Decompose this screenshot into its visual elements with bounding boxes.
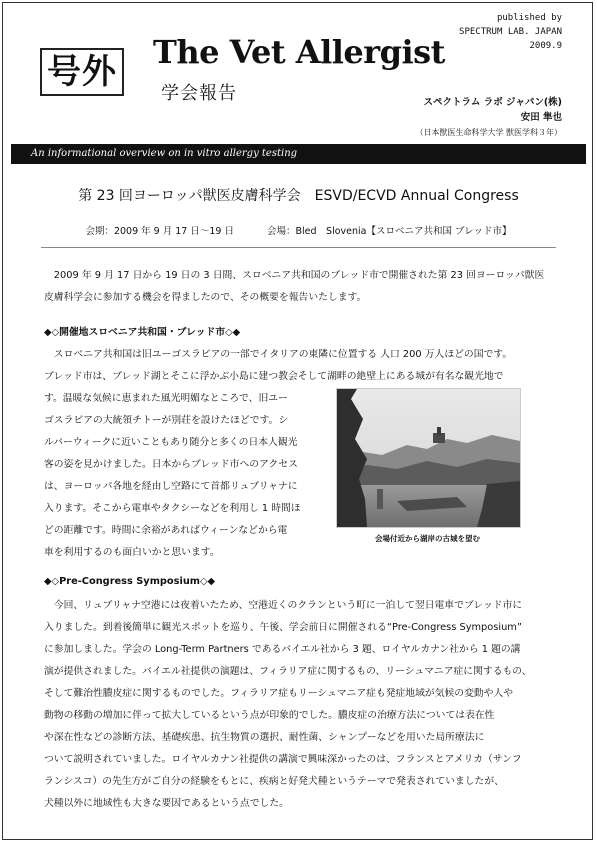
publisher-block xyxy=(459,11,562,53)
publisher-label: published by xyxy=(496,13,562,23)
photo-caption: 会場付近から湖岸の古城を望む xyxy=(375,534,480,543)
divider-line xyxy=(41,247,556,248)
text-line: 皮膚科学会に参加する機会を得ましたので、その概要を報告いたします。 xyxy=(44,292,367,303)
text-line: ゴスラビアの大統領チトーが別荘を設けたほどです。シ xyxy=(44,415,289,426)
symposium-paragraph xyxy=(44,595,532,815)
intro-paragraph xyxy=(44,265,554,309)
venue-paragraph-full xyxy=(44,344,512,388)
publisher-name: SPECTRUM LAB. JAPAN xyxy=(459,27,562,37)
text-line: 今回、リュブリャナ空港には夜着いたため、空港近くのクランという町に一泊して翌日電車でブレッド市に xyxy=(44,600,523,611)
conference-meta xyxy=(3,223,594,237)
text-line: ついて説明されていました。ロイヤルカナン社提供の講演で興味深かったのは、フランスとアメリカ（サンフ xyxy=(44,754,522,765)
text-line: 2009 年 9 月 17 日から 19 日の 3 日間、スロベニア共和国のブレッド市で開催された第 23 回ヨーロッパ獣医 xyxy=(44,270,545,281)
lake-bled-photo xyxy=(336,388,521,528)
text-line: ブレッド市は、ブレッド湖とそこに浮かぶ小島に建つ教会そして湖畔の絶壁上にある城が有名な観光地で xyxy=(44,371,504,382)
text-line: スロベニア共和国は旧ユーゴスラビアの一部でイタリアの東隣に位置する 人口 200 万人ほどの国です。 xyxy=(44,349,513,360)
section-heading-symposium: ◆◇Pre-Congress Symposium◇◆ xyxy=(44,576,216,587)
text-line: ルバーウィークに近いこともあり随分と多くの日本人観光 xyxy=(44,437,298,448)
extra-edition-badge: 号外 xyxy=(40,48,124,96)
newsletter-page xyxy=(2,2,593,840)
author-company: スペクトラム ラボ ジャパン(株) xyxy=(423,97,562,108)
text-line: 車を利用するのも面白いかと思います。 xyxy=(44,547,220,558)
conference-period: 会期：2009 年 9 月 17 日～19 日 xyxy=(85,226,234,237)
text-line: に参加しました。学会の Long-Term Partners であるバイエル社から 3 題、ロイヤルカナン社から 1 題の講 xyxy=(44,644,521,655)
newsletter-subtitle: 学会報告 xyxy=(161,83,237,104)
text-line: ランシスコ）の先生方がご自分の経験をもとに、疾病と好発犬種というテーマで発表されていましたが、 xyxy=(44,776,504,787)
text-line: どの距離です。時間に余裕があればウィーンなどから電 xyxy=(44,525,288,536)
text-line: 演が提供されました。バイエル社提供の演題は、フィラリア症に関するもの、リーシュマニア症に関するもの、 xyxy=(44,666,532,677)
text-line: 入ります。そこから電車やタクシーなどを利用し 1 時間ほ xyxy=(44,503,301,514)
text-line: 動物の移動の増加に伴って拡大しているという点が印象的でした。膿皮症の治療方法については表在性 xyxy=(44,710,495,721)
issue-date: 2009.9 xyxy=(529,41,562,51)
venue-paragraph-side xyxy=(44,388,301,564)
newsletter-title: The Vet Allergist xyxy=(153,33,445,71)
text-line: は、ヨーロッパ各地を経由し空路にて首都リュブリャナに xyxy=(44,481,298,492)
text-line: 客の姿を見かけました。日本からブレッド市へのアクセス xyxy=(44,459,298,470)
conference-title: 第 23 回ヨーロッパ獣医皮膚科学会 ESVD/ECVD Annual Congress xyxy=(78,188,519,204)
text-line: す。温暖な気候に恵まれた風光明媚なところで、旧ユー xyxy=(44,393,288,404)
lake-castle-image xyxy=(337,389,520,527)
tagline-banner: An informational overview on in vitro allergy testing xyxy=(11,144,586,164)
author-name: 安田 隼也 xyxy=(520,112,562,123)
text-line: 入りました。到着後簡単に観光スポットを巡り、午後、学会前日に開催される“Pre-Congress Symposium” xyxy=(44,622,522,633)
text-line: 犬種以外に地域性も大きな要因であるという点でした。 xyxy=(44,798,289,809)
author-affiliation: （日本獣医生命科学大学 獣医学科３年） xyxy=(415,128,562,137)
section-heading-venue: ◆◇開催地スロベニア共和国・ブレッド市◇◆ xyxy=(44,327,241,338)
conference-venue: 会場：Bled Slovenia【スロベニア共和国 ブレッド市】 xyxy=(267,226,512,237)
author-block xyxy=(415,95,562,140)
text-line: そして難治性膿皮症に関するものでした。フィラリア症もリーシュマニア症も発症地域が気候の変動や人や xyxy=(44,688,514,699)
text-line: や深在性などの診断方法、基礎疾患、抗生物質の選択、耐性菌、シャンプーなどを用いた局所療法に xyxy=(44,732,485,743)
